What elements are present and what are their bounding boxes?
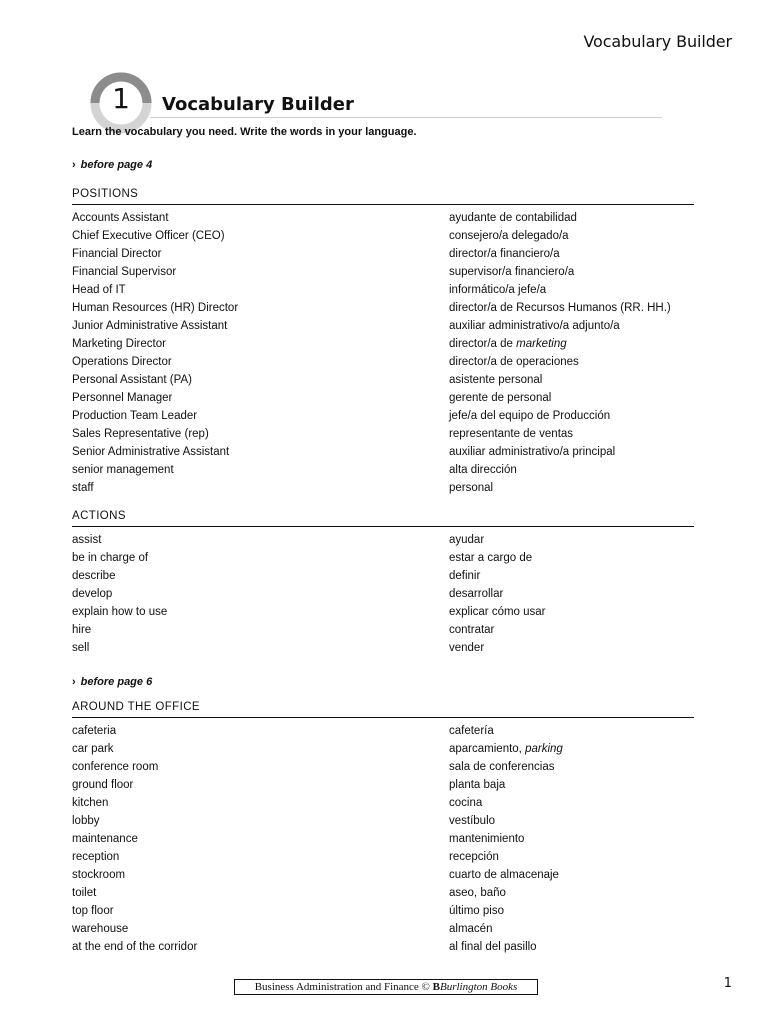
vocab-row <box>72 317 694 335</box>
translation-text: ayudante de contabilidad <box>449 212 577 224</box>
translation-text: planta baja <box>449 779 506 791</box>
english-term: top floor <box>72 905 114 917</box>
vocab-row <box>72 794 694 812</box>
spanish-translation <box>449 389 694 407</box>
english-term: Personnel Manager <box>72 392 173 404</box>
translation-text: vestíbulo <box>449 815 496 827</box>
vocab-row <box>72 335 694 353</box>
english-term: conference room <box>72 761 159 773</box>
english-term: Financial Director <box>72 248 162 260</box>
list-positions <box>72 209 694 497</box>
spanish-translation <box>449 443 694 461</box>
english-term: ground floor <box>72 779 134 791</box>
english-term: senior management <box>72 464 174 476</box>
english-term: Chief Executive Officer (CEO) <box>72 230 225 242</box>
vocab-row <box>72 389 694 407</box>
translation-text: director/a de Recursos Humanos (RR. HH.) <box>449 302 671 314</box>
spanish-translation <box>449 639 694 657</box>
marker-label: before page 4 <box>80 159 153 171</box>
translation-text: supervisor/a financiero/a <box>449 266 575 278</box>
english-term: develop <box>72 588 113 600</box>
translation-text: almacén <box>449 923 493 935</box>
list-actions <box>72 531 694 657</box>
translation-text: director/a financiero/a <box>449 248 560 260</box>
spanish-translation <box>449 299 694 317</box>
spanish-translation <box>449 479 694 497</box>
translation-text: cuarto de almacenaje <box>449 869 559 881</box>
english-term: be in charge of <box>72 552 149 564</box>
footer-credit <box>234 979 538 995</box>
chapter-title: Vocabulary Builder <box>162 94 354 115</box>
english-term: maintenance <box>72 833 138 845</box>
english-term: Accounts Assistant <box>72 212 169 224</box>
translation-text: auxiliar administrativo/a adjunto/a <box>449 320 620 332</box>
spanish-translation <box>449 227 694 245</box>
translation-text: mantenimiento <box>449 833 525 845</box>
spanish-translation <box>449 621 694 639</box>
spanish-translation <box>449 776 694 794</box>
vocab-row <box>72 567 694 585</box>
footer-text: Business Administration and Finance © <box>254 981 433 993</box>
translation-text: estar a cargo de <box>449 552 533 564</box>
vocab-row <box>72 776 694 794</box>
vocab-row <box>72 549 694 567</box>
translation-text: representante de ventas <box>449 428 574 440</box>
spanish-translation <box>449 335 694 353</box>
english-term: explain how to use <box>72 606 168 618</box>
heading-positions: POSITIONS <box>72 188 694 205</box>
chevron-right-icon: › <box>72 159 76 171</box>
spanish-translation <box>449 920 694 938</box>
spanish-translation <box>449 812 694 830</box>
spanish-translation <box>449 902 694 920</box>
translation-text: contratar <box>449 624 495 636</box>
translation-text: cafetería <box>449 725 494 737</box>
english-term: toilet <box>72 887 97 899</box>
english-term: Financial Supervisor <box>72 266 177 278</box>
english-term: Human Resources (HR) Director <box>72 302 239 314</box>
vocab-row <box>72 443 694 461</box>
translation-text: ayudar <box>449 534 485 546</box>
spanish-translation <box>449 758 694 776</box>
english-term: warehouse <box>72 923 129 935</box>
running-head: Vocabulary Builder <box>583 32 732 51</box>
vocab-row <box>72 639 694 657</box>
english-term: Sales Representative (rep) <box>72 428 209 440</box>
translation-text: personal <box>449 482 494 494</box>
english-term: at the end of the corridor <box>72 941 198 953</box>
english-term: cafeteria <box>72 725 117 737</box>
english-term: Head of IT <box>72 284 126 296</box>
vocab-row <box>72 407 694 425</box>
intro-text: Learn the vocabulary you need. Write the words in your language. <box>72 126 417 138</box>
heading-actions: ACTIONS <box>72 510 694 527</box>
translation-text: informático/a jefe/a <box>449 284 547 296</box>
vocab-row <box>72 461 694 479</box>
marker-label: before page 6 <box>80 676 153 688</box>
english-term: car park <box>72 743 114 755</box>
spanish-translation <box>449 866 694 884</box>
translation-text: aparcamiento, <box>449 743 526 755</box>
spanish-translation <box>449 353 694 371</box>
translation-text: auxiliar administrativo/a principal <box>449 446 616 458</box>
translation-italic: parking <box>525 743 563 755</box>
vocab-row <box>72 353 694 371</box>
vocab-row <box>72 920 694 938</box>
vocab-row <box>72 848 694 866</box>
title-rule <box>150 117 662 118</box>
vocab-row <box>72 884 694 902</box>
spanish-translation <box>449 567 694 585</box>
english-term: hire <box>72 624 92 636</box>
vocab-row <box>72 621 694 639</box>
vocab-row <box>72 281 694 299</box>
vocab-row <box>72 263 694 281</box>
translation-text: alta dirección <box>449 464 517 476</box>
translation-text: asistente personal <box>449 374 543 386</box>
english-term: stockroom <box>72 869 126 881</box>
marker-before-page-4 <box>72 159 152 171</box>
translation-text: director/a de <box>449 338 517 350</box>
vocab-row <box>72 603 694 621</box>
vocab-row <box>72 371 694 389</box>
vocab-row <box>72 585 694 603</box>
translation-text: vender <box>449 642 485 654</box>
translation-text: último piso <box>449 905 504 917</box>
vocab-row <box>72 830 694 848</box>
translation-text: definir <box>449 570 481 582</box>
english-term: sell <box>72 642 90 654</box>
vocab-row <box>72 740 694 758</box>
spanish-translation <box>449 603 694 621</box>
vocab-row <box>72 812 694 830</box>
translation-text: al final del pasillo <box>449 941 537 953</box>
spanish-translation <box>449 281 694 299</box>
vocab-row <box>72 938 694 956</box>
spanish-translation <box>449 245 694 263</box>
english-term: Personal Assistant (PA) <box>72 374 192 386</box>
vocab-row <box>72 479 694 497</box>
translation-text: desarrollar <box>449 588 504 600</box>
english-term: reception <box>72 851 120 863</box>
spanish-translation <box>449 722 694 740</box>
vocab-row <box>72 227 694 245</box>
spanish-translation <box>449 461 694 479</box>
translation-italic: marketing <box>516 338 567 350</box>
spanish-translation <box>449 794 694 812</box>
vocab-row <box>72 531 694 549</box>
english-term: Operations Director <box>72 356 172 368</box>
translation-text: explicar cómo usar <box>449 606 546 618</box>
publisher-name: Burlington Books <box>439 981 518 993</box>
vocab-row <box>72 722 694 740</box>
spanish-translation <box>449 407 694 425</box>
translation-text: recepción <box>449 851 499 863</box>
english-term: assist <box>72 534 102 546</box>
vocab-row <box>72 299 694 317</box>
spanish-translation <box>449 938 694 956</box>
vocab-row <box>72 902 694 920</box>
vocab-row <box>72 209 694 227</box>
spanish-translation <box>449 848 694 866</box>
vocab-row <box>72 425 694 443</box>
page-number: 1 <box>723 976 732 991</box>
spanish-translation <box>449 585 694 603</box>
translation-text: cocina <box>449 797 483 809</box>
translation-text: gerente de personal <box>449 392 552 404</box>
spanish-translation <box>449 317 694 335</box>
publisher-mark: B <box>432 981 440 993</box>
heading-around-the-office: AROUND THE OFFICE <box>72 701 694 718</box>
vocab-row <box>72 866 694 884</box>
chevron-right-icon: › <box>72 676 76 688</box>
spanish-translation <box>449 549 694 567</box>
english-term: Production Team Leader <box>72 410 198 422</box>
translation-text: director/a de operaciones <box>449 356 579 368</box>
list-around-the-office <box>72 722 694 956</box>
english-term: Marketing Director <box>72 338 166 350</box>
translation-text: sala de conferencias <box>449 761 555 773</box>
chapter-number: 1 <box>112 82 130 115</box>
english-term: kitchen <box>72 797 109 809</box>
spanish-translation <box>449 531 694 549</box>
spanish-translation <box>449 425 694 443</box>
english-term: describe <box>72 570 116 582</box>
vocab-row <box>72 758 694 776</box>
english-term: lobby <box>72 815 100 827</box>
english-term: staff <box>72 482 94 494</box>
spanish-translation <box>449 884 694 902</box>
spanish-translation <box>449 263 694 281</box>
marker-before-page-6 <box>72 676 152 688</box>
english-term: Senior Administrative Assistant <box>72 446 230 458</box>
english-term: Junior Administrative Assistant <box>72 320 228 332</box>
translation-text: aseo, baño <box>449 887 506 899</box>
spanish-translation <box>449 740 694 758</box>
vocab-row <box>72 245 694 263</box>
spanish-translation <box>449 830 694 848</box>
translation-text: jefe/a del equipo de Producción <box>449 410 611 422</box>
translation-text: consejero/a delegado/a <box>449 230 569 242</box>
spanish-translation <box>449 371 694 389</box>
spanish-translation <box>449 209 694 227</box>
